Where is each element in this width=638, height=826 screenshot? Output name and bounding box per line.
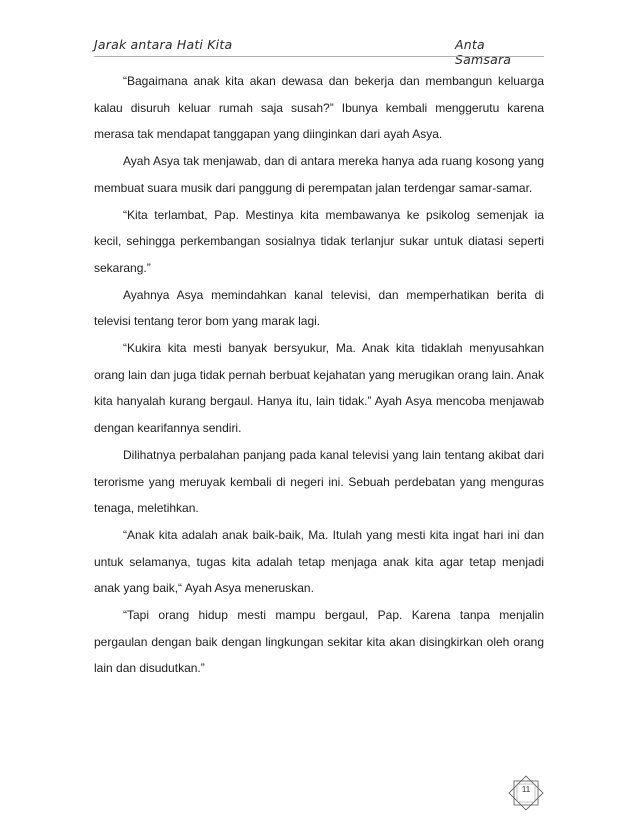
body-text: [94, 68, 544, 682]
paragraph: “Anak kita adalah anak baik-baik, Ma. Itulah yang mesti kita ingat hari ini dan untuk selamanya, tugas kita adalah tetap menjaga anak kita agar tetap menjadi anak yang baik,“ Ayah Asya meneruskan.: [94, 527, 544, 596]
author-name: Anta Samsara: [455, 37, 512, 67]
page-number: 11: [521, 785, 531, 794]
paragraph: “Tapi orang hidup mesti mampu bergaul, Pap. Karena tanpa menjalin pergaulan dengan baik dengan lingkungan sekitar kita akan disingkirkan oleh orang lain dan disudutkan.”: [94, 608, 544, 676]
paragraph: “Kukira kita mesti banyak bersyukur, Ma. Anak kita tidaklah menyusahkan orang lain dan juga tidak pernah berbuat kejahatan yang merugikan orang lain. Anak kita hanyalah kurang bergaul. Hanya itu, lain tidak.” Ayah Asya mencoba menjawab dengan kearifannya sendiri.: [94, 341, 544, 436]
paragraph: Ayahnya Asya memindahkan kanal televisi, dan memperhatikan berita di televisi tentang teror bom yang marak lagi.: [94, 287, 544, 329]
header-divider: [94, 56, 544, 57]
paragraph: Dilihatnya perbalahan panjang pada kanal televisi yang lain tentang akibat dari terorisme yang meruyak kembali di negeri ini. Sebuah perdebatan yang menguras tenaga, meletihkan.: [94, 447, 544, 516]
paragraph: Ayah Asya tak menjawab, dan di antara mereka hanya ada ruang kosong yang membuat suara musik dari panggung di perempatan jalan terdengar samar-samar.: [94, 154, 544, 195]
paragraph: “Kita terlambat, Pap. Mestinya kita membawanya ke psikolog semenjak ia kecil, sehingga perkembangan sosialnya tidak terlanjur sukar untuk diatasi seperti sekarang.”: [94, 207, 544, 275]
page-number-ornament: [507, 774, 545, 812]
book-title: Jarak antara Hati Kita: [94, 37, 233, 52]
paragraph: “Bagaimana anak kita akan dewasa dan bekerja dan membangun keluarga kalau disuruh keluar rumah saja susah?” Ibunya kembali menggerutu karena merasa tak mendapat tanggapan yang diinginkan dari ayah Asya.: [94, 74, 544, 142]
page-header: [94, 37, 544, 67]
